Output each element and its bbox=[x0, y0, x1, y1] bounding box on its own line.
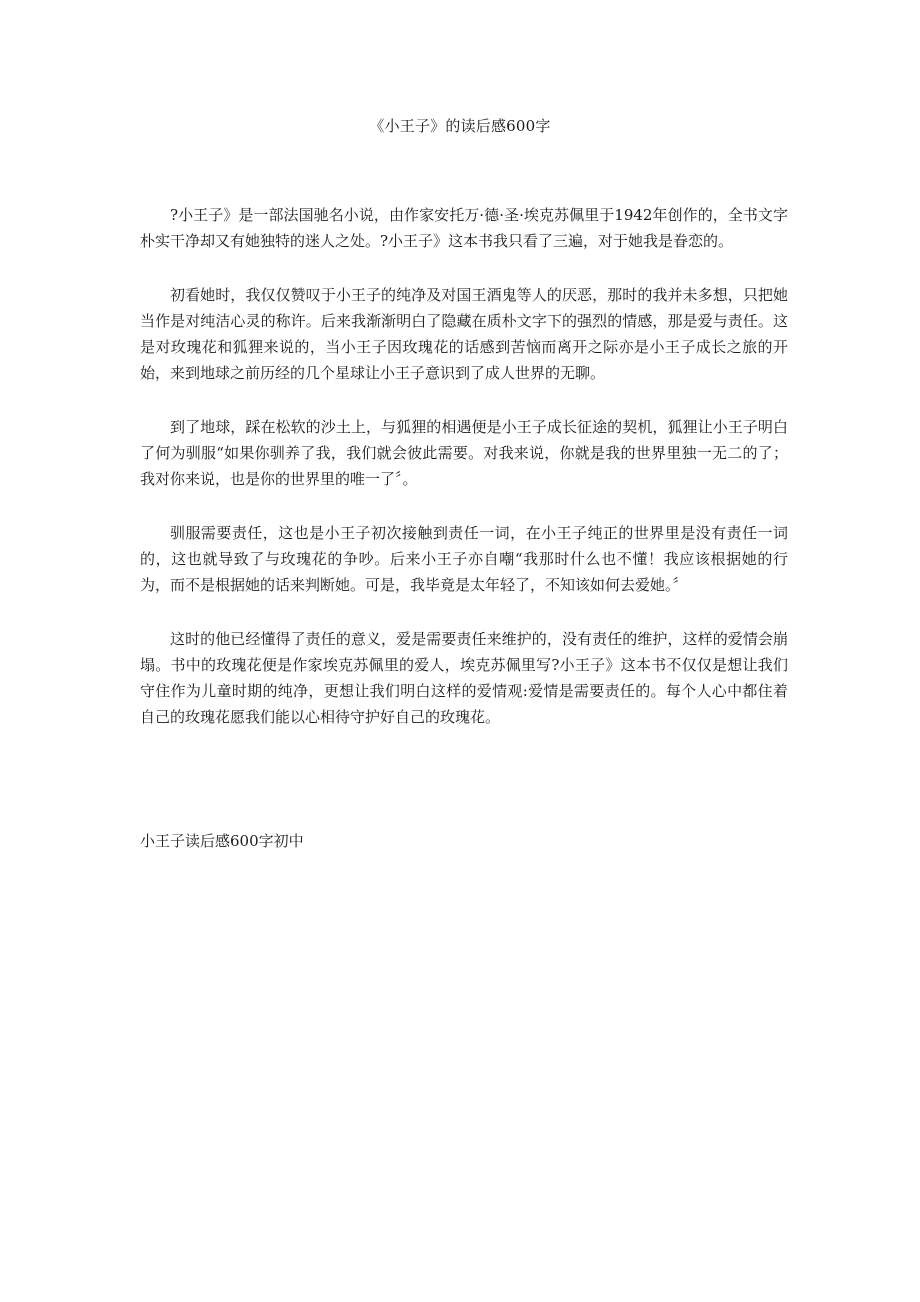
paragraph: 到了地球，踩在松软的沙土上，与狐狸的相遇便是小王子成长征途的契机，狐狸让小王子明白了何为驯服“如果你驯养了我，我们就会彼此需要。对我来说，你就是我的世界里独一无二的了；我对你来说，也是你的世界里的唯一了〞。 bbox=[140, 418, 788, 488]
document-body bbox=[140, 202, 788, 758]
document-title: 《小王子》的读后感600字 bbox=[369, 117, 551, 135]
paragraph: 初看她时，我仅仅赞叹于小王子的纯净及对国王酒鬼等人的厌恶，那时的我并未多想，只把她当作是对纯洁心灵的称许。后来我渐渐明白了隐藏在质朴文字下的强烈的情感，那是爱与责任。这是对玫瑰花和狐狸来说的，当小王子因玫瑰花的话感到苦恼而离开之际亦是小王子成长之旅的开始，来到地球之前历经的几个星球让小王子意识到了成人世界的无聊。 bbox=[140, 286, 788, 382]
paragraph: 这时的他已经懂得了责任的意义，爱是需要责任来维护的，没有责任的维护，这样的爱情会崩塌。书中的玫瑰花便是作家埃克苏佩里的爱人，埃克苏佩里写?小王子》这本书不仅仅是想让我们守住作为儿童时期的纯净，更想让我们明白这样的爱情观:爱情是需要责任的。每个人心中都住着自己的玫瑰花愿我们能以心相待守护好自己的玫瑰花。 bbox=[140, 630, 788, 726]
paragraph: 驯服需要责任，这也是小王子初次接触到责任一词，在小王子纯正的世界里是没有责任一词的，这也就导致了与玫瑰花的争吵。后来小王子亦自嘲“我那时什么也不懂！我应该根据她的行为，而不是根据她的话来判断她。可是，我毕竟是太年轻了，不知该如何去爱她。〞 bbox=[140, 524, 788, 594]
paragraph: ?小王子》是一部法国驰名小说，由作家安托万·德·圣·埃克苏佩里于1942年创作的，全书文字朴实干净却又有她独特的迷人之处。?小王子》这本书我只看了三遍，对于她我是眷恋的。 bbox=[140, 206, 788, 250]
footer-note: 小王子读后感600字初中 bbox=[140, 832, 304, 850]
